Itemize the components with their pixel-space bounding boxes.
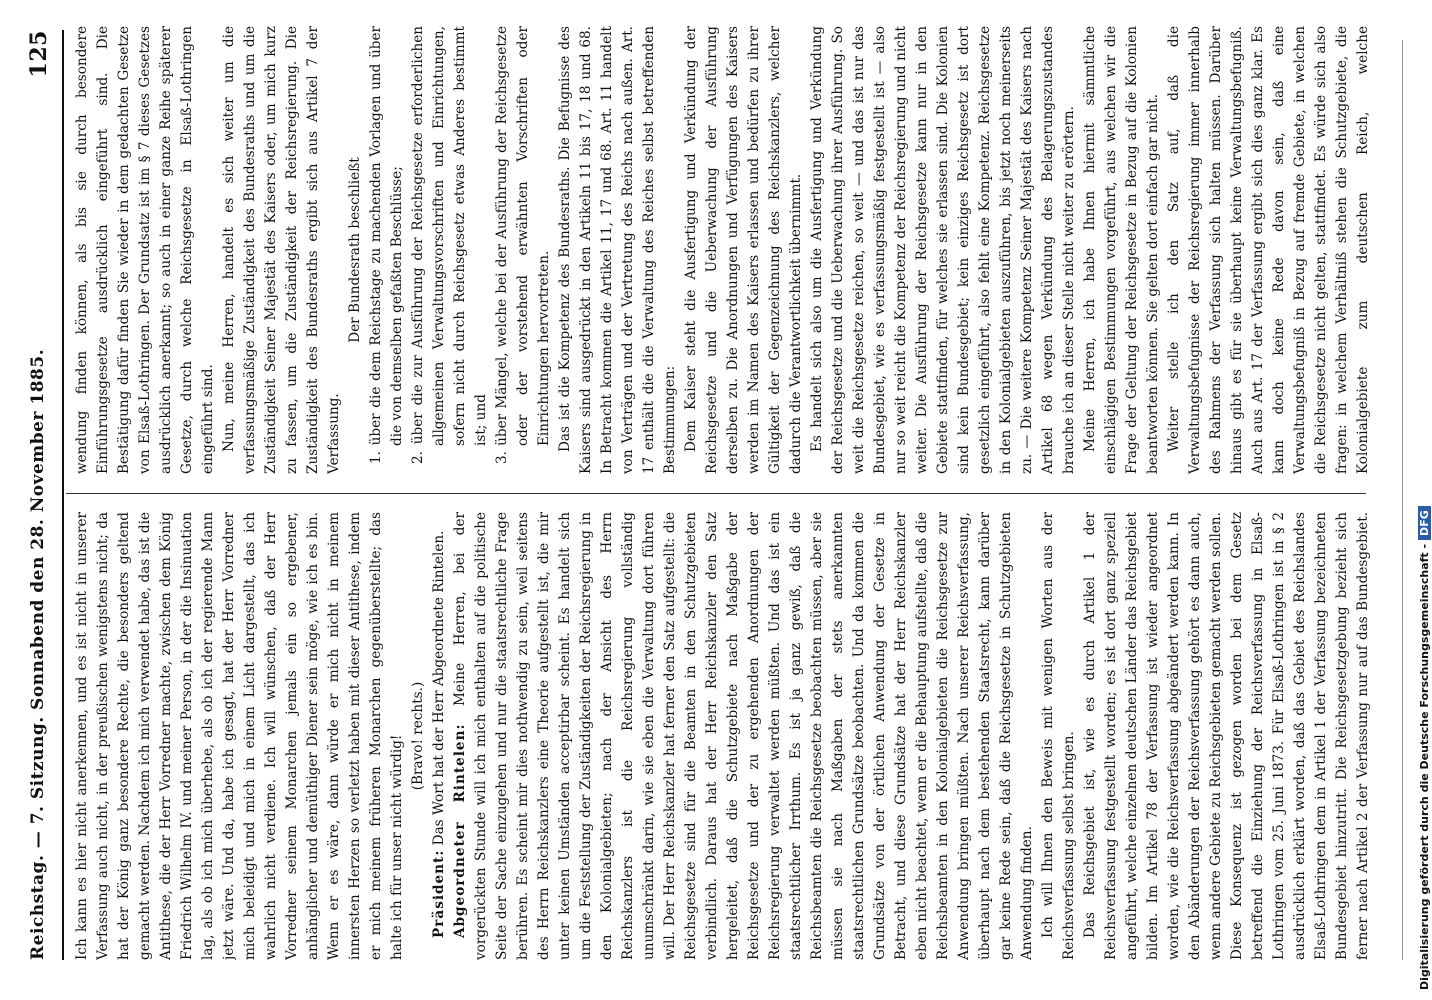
list-item: 2. über die zur Ausführung der Reichsgesetze erforderlichen allgemeinen Verwaltungsvorschriften und Einrichtungen, sofern nicht durch Reichsgesetz etwas Anderes bestimmt ist; und <box>410 26 489 464</box>
dfg-logo: DFG <box>1418 506 1431 540</box>
speech-paragraph <box>450 512 1038 960</box>
applause-note: (Bravo! rechts.) <box>410 681 426 791</box>
dfg-notice-text: Digitalisierung gefördert durch die Deutsche Forschungsgemeinschaft - <box>1418 543 1431 990</box>
speaker-label: Abgeordneter Rintelen: <box>452 723 468 938</box>
paragraph-text: Meine Herren, bei der vorgerückten Stunde will ich mich enthalten auf die politische Seite der Sache einzugehen und nur die staatsrechtliche Frage berühren. Es scheint mir dies nothwendig zu sein, weil seitens des Herrn Reichskanzlers eine Theorie aufgestellt ist, die mir unter keinen Umständen acceptirbar scheint. Es handelt sich um die Feststellung der Zuständigkeiten der Reichsregierung in den Kolonialgebieten; nach der Ansicht des Herrn Reichskanzlers ist die Reichsregierung vollständig unumschränkt darin, wie sie eben die Verwaltung dort führen will. Der Herr Reichskanzler hat ferner den Satz aufgestellt: die Reichsgesetze sind für die Beamten in den Schutzgebieten verbindlich. Daraus hat der Herr Reichskanzler den Satz hergeleitet, daß die Schutzgebiete nach Maßgabe der Reichsgesetze und der zu ergehenden Anordnungen der Reichsregierung verwaltet werden müßten. Und das ist ein staatsrechtlicher Irrthum. Es ist ja ganz gewiß, daß die Reichsbeamten die Reichsgesetze beobachten müssen, aber sie müssen sie nach Maßgaben der stets anerkannten staatsrechtlichen Grundsätze beobachten. Und da kommen die Grundsätze von der örtlichen Anwendung der Gesetze in Betracht, und diese Grundsätze hat der Herr Reichskanzler eben nicht beachtet, wenn er die Behauptung aufstellte, daß die Reichsbeamten in den Kolonialgebieten die Reichsgesetze zur Anwendung bringen müßten. Nach unserer Reichsverfassung, überhaupt nach dem bestehenden Staatsrecht, kann darüber gar keine Rede sein, daß die Reichsgesetze in Schutzgebieten Anwendung finden. <box>452 512 1035 960</box>
president-paragraph <box>429 512 450 960</box>
paragraph: Das ist die Kompetenz des Bundesraths. Die Befugnisse des Kaisers sind ausgedrückt in den Artikeln 11 bis 17, 18 und 68. In Betracht kommen die Artikel 11, 17 und 68. Art. 11 handelt von Verträgen und der Vertretung des Reichs nach außen. Art. 17 enthält die die Verwaltung des Reiches selbst betreffenden Bestimmungen: <box>557 26 678 474</box>
paragraph: Weiter stelle ich den Satz auf, daß die Verwaltungsbefugnisse der Reichsregierung immer innerhalb des Rahmens der Verfassung sich halten müssen. Darüber hinaus gibt es für sie überhaupt keine Verwaltungsbefugniß. Auch aus Art. 17 der Verfassung ergibt sich dies ganz klar. Es kann doch keine Rede davon sein, daß eine Verwaltungsbefugniß in Bezug auf fremde Gebiete, in welchen die Reichsgesetze nicht gelten, stattfindet. Es würde sich also fragen: in welchem Verhältniß stehen die Schutzgebiete, die Kolonialgebiete zum deutschen Reich, welche <box>1166 26 1371 474</box>
dfg-notice <box>1418 506 1431 990</box>
paragraph: Es handelt sich also um die Ausfertigung und Verkündung der Reichsgesetze und die Ueberwachung ihrer Ausführung. So weit die Reichsgesetze reichen, so weit — und das ist nur das Bundesgebiet, wie es verfassungsmäßig festgestellt ist — also nur so weit reicht die Kompetenz der Reichsregierung und nicht weiter. Die Ausführung der Reichsgesetze kann nur in den Gebiete stattfinden, für welches sie erlassen sind. Die Kolonien sind kein Bundesgebiet; kein einziges Reichsgesetz ist dort gesetzlich eingeführt, also fehlt eine Kompetenz. Reichsgesetze in den Kolonialgebieten auszuführen, bis jetzt noch meinerseits zu. — Die weitere Kompetenz Seiner Majestät des Kaisers nach Artikel 68 wegen Verkündung des Belagerungszustandes brauche ich an dieser Stelle nicht weiter zu erörtern. <box>809 26 1077 474</box>
list-item: 1. über die dem Reichstage zu machenden Vorlagen und über die von demselben gefaßten Beschlüsse; <box>368 26 405 464</box>
column-divider <box>66 493 1366 494</box>
paragraph-text: Das Wort hat der Herr Abgeordnete Rintelen. <box>431 530 447 846</box>
paragraph: Ich will Ihnen den Beweis mit wenigen Worten aus der Reichsverfassung selbst bringen. <box>1040 512 1077 960</box>
page-header <box>20 30 60 960</box>
paragraph: wendung finden können, als bis sie durch besondere Einführungsgesetze ausdrücklich eingeführt sind. Die Bestätigung dafür finden Sie wieder in dem gedachten Gesetze von Elsaß-Lothringen. Der Grundsatz ist im § 7 dieses Gesetzes ausdrücklich anerkannt; so auch in einer ganze Reihe späterer Gesetze, durch welche Reichsgesetze in Elsaß-Lothringen eingeführt sind. <box>74 26 216 474</box>
paragraph: Das Reichsgebiet ist, wie es durch Artikel 1 der Reichsverfassung festgestellt worden; es ist dort ganz speziell angeführt, welche einzelnen deutschen Länder das Reichsgebiet bilden. Im Artikel 78 der Verfassung ist wieder angeordnet worden, wie die Reichsverfassung abgeändert werden kann. In den Abänderungen der Reichsverfassung gehört es dann auch, wenn andere Gebiete zu Reichsgebieten gemacht werden sollen. Diese Konsequenz ist gezogen worden bei dem Gesetz betreffend die Einziehung der Reichsverfassung in Elsaß-Lothringen vom 25. Juni 1873. Für Elsaß-Lothringen ist in § 2 ausdrücklich erklärt worden, daß das Gebiet des Reichslandes Elsaß-Lothringen dem in Artikel 1 der Verfassung bezeichneten Bundesgebiet hinzutritt. Die Reichsgesetzgebung bezieht sich ferner nach Artikel 2 der Verfassung nur auf das Bundesgebiet. <box>1082 512 1371 960</box>
running-title: Reichstag. — 7. Sitzung. Sonnabend den 28. November 1885. <box>28 348 48 960</box>
paragraph: Dem Kaiser steht die Ausfertigung und Verkündung der Reichsgesetze und die Ueberwachung der Ausführung derselben zu. Die Anordnungen und Verfügungen des Kaisers werden im Namen des Kaisers erlassen und bedürfen zu ihrer Gültigkeit der Gegenzeichnung des Reichskanzlers, welcher dadurch die Verantwortlichkeit übernimmt. <box>683 26 804 474</box>
page-number: 125 <box>26 30 52 78</box>
paragraph: Ich kann es hier nicht anerkennen, und es ist nicht in unserer Verfassung auch nicht, in der preußischen wenigstens nicht; da hat der König ganz besondere Rechte, die besonders geltend gemacht werden. Nachdem ich mich verwendet habe, das ist die Antithese, die der Herr Vorredner machte, zwischen dem König Friedrich Wilhelm IV. und meiner Person, in der die Insinuation lag, als ob ich mich überhebe, als ob ich der regierende Mann jetzt wäre. Und da, habe ich gesagt, hat der Herr Vorredner mich beleidigt und mich in einem Licht dargestellt, das ich wahrlich nicht verdiene. Ich will wünschen, daß der Herr Vorredner seinem Monarchen jemals ein so ergebener, anhänglicher und demüthiger Diener sein möge, wie ich es bin. Wenn er es wäre, dann würde er mich nicht in meinem innersten Herzen so verletzt haben mit dieser Antithese, indem er mich meinem früheren Monarchen gegenüberstellte; das halte ich für unser nicht würdig! <box>74 512 405 960</box>
list-item: 3. über Mängel, welche bei der Ausführung der Reichsgesetze oder der vorstehend erwähnten Vorschriften oder Einrichtungen hervortreten. <box>494 26 552 464</box>
page-edge <box>1402 40 1403 960</box>
paragraph: Der Bundesrath beschließt <box>347 157 363 343</box>
paragraph: Nun, meine Herren, handelt es sich weiter um die verfassungsmäßige Zuständigkeit des Bundesraths und um die Zuständigkeit Seiner Majestät des Kaisers oder, um mich kurz zu fassen, um die Zuständigkeit der Reichsregierung. Die Zuständigkeit des Bundesraths ergibt sich aus Artikel 7 der Verfassung. <box>221 26 342 474</box>
right-column <box>72 26 1372 474</box>
speaker-label: Präsident: <box>431 849 447 938</box>
paragraph: Meine Herren, ich habe Ihnen hiermit sämmtliche einschlägigen Bestimmungen vorgeführt, aus welchen wir die Frage der Geltung der Reichsgesetze in Bezug auf die Kolonien beantworten können. Sie gelten dort einfach gar nicht. <box>1082 26 1161 474</box>
header-rule <box>62 30 64 960</box>
left-column <box>72 512 1372 960</box>
